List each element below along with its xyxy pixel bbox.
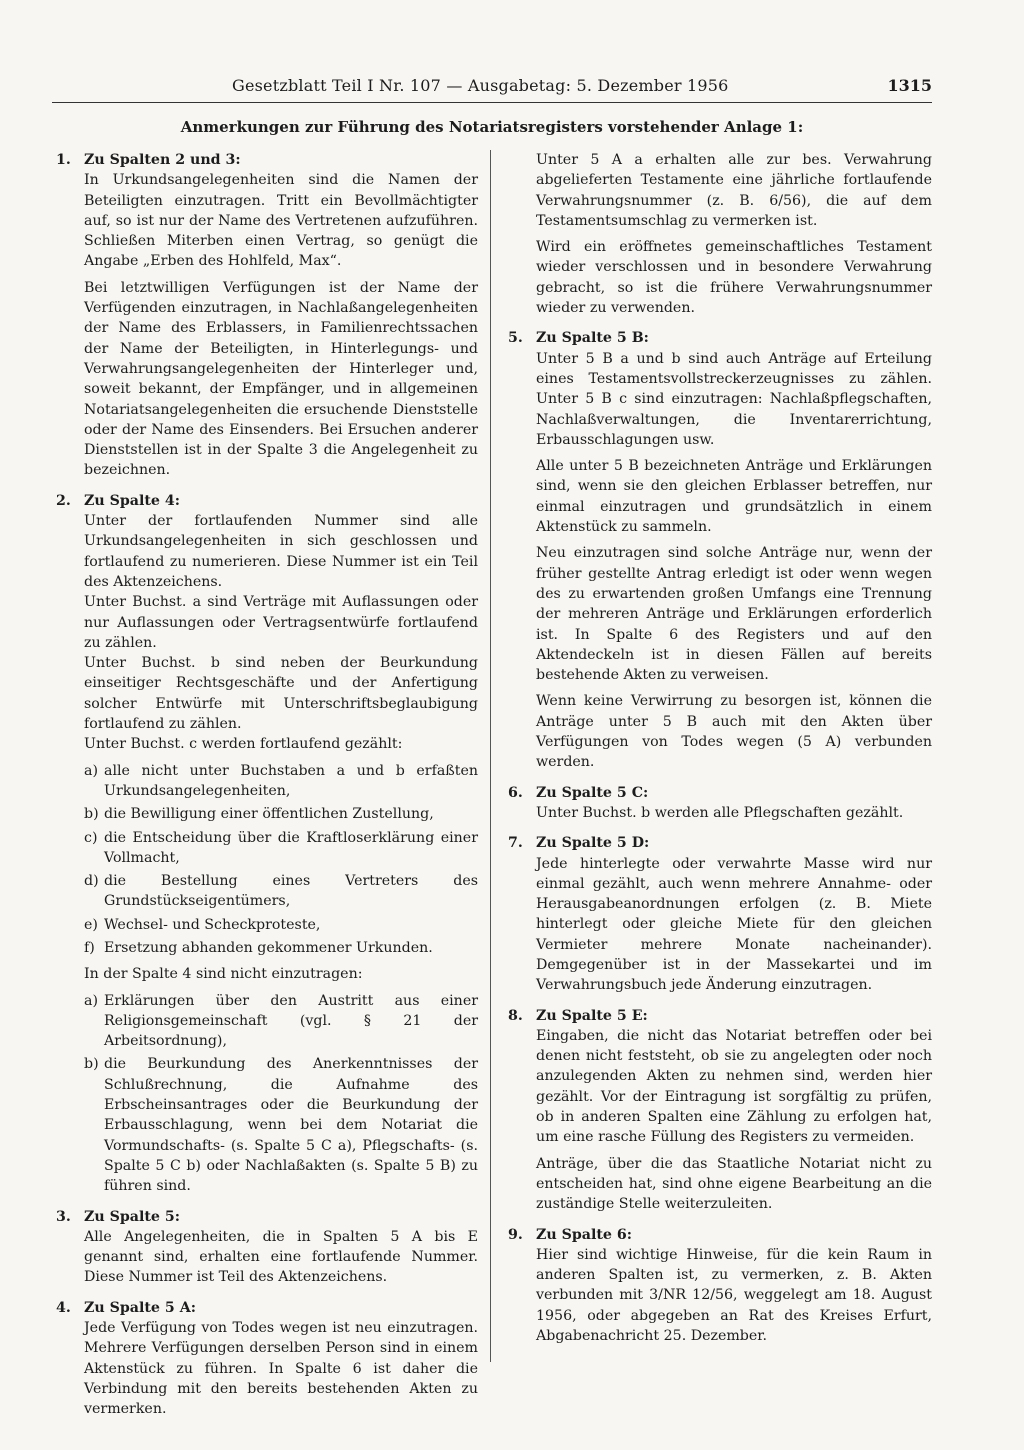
note-item-7	[508, 833, 932, 995]
paragraph: Alle unter 5 B bezeichneten Anträge und Erklärungen sind, wenn sie den gleichen Erblasser betreffen, nur einmal einzutragen und grundsätzlich in einem Aktenstück zu sammeln.	[536, 458, 932, 536]
list-item	[84, 804, 478, 824]
note-heading	[56, 1298, 478, 1318]
paragraph: Unter der fortlaufenden Nummer sind alle Urkundsangelegenheiten in sich geschlossen und fortlaufend zu numerieren. Diese Nummer ist ein Teil des Aktenzeichens.	[84, 513, 478, 590]
section-title: Anmerkungen zur Führung des Notariatsregisters vorstehender Anlage 1:	[180, 118, 804, 136]
list-item-label: f)	[84, 939, 95, 956]
header-title: Gesetzblatt Teil I Nr. 107 — Ausgabetag: 5. Dezember 1956	[232, 76, 729, 95]
note-heading-text: Zu Spalte 5 D:	[536, 835, 650, 852]
list-item	[84, 761, 478, 802]
list-item-text: die Bestellung eines Vertreters des Grundstückseigentümers,	[104, 873, 478, 910]
note-item-4-continued	[508, 150, 932, 318]
paragraph: Eingaben, die nicht das Notariat betreffen oder bei denen nicht feststeht, ob sie zu angelegten oder noch anzulegenden Akten zu nehmen sind, werden hier gezählt. Vor der Eintragung ist sorgfältig zu prüfen, ob in anderen Spalten eine Zählung zu erfolgen hat, um eine rasche Füllung des Registers zu vermeiden.	[536, 1027, 932, 1146]
note-item-8	[508, 1006, 932, 1215]
note-heading	[508, 1225, 932, 1245]
note-heading-text: Zu Spalte 5 E:	[536, 1007, 648, 1024]
note-heading	[56, 1207, 478, 1227]
paragraph: In Urkundsangelegenheiten sind die Namen der Beteiligten einzutragen. Tritt ein Bevollmächtigter auf, so ist nur der Name des Vertretenen aufzuführen. Schließen Miterben einen Vertrag, so genügt die Angabe „Erben des Hohlfeld, Max“.	[84, 172, 478, 270]
paragraph: Anträge, über die das Staatliche Notariat nicht zu entscheiden hat, sind ohne eigene Bearbeitung an die zuständige Stelle weiterzuleiten.	[536, 1155, 932, 1213]
paragraph: In der Spalte 4 sind nicht einzutragen:	[84, 966, 363, 983]
list-item	[84, 871, 478, 912]
note-heading	[56, 150, 478, 170]
page-number: 1315	[887, 76, 932, 95]
note-number: 7.	[508, 835, 523, 852]
note-item-6	[508, 783, 932, 824]
note-heading-text: Zu Spalte 5:	[84, 1208, 180, 1225]
list-item	[84, 915, 478, 935]
list-item-label: b)	[84, 806, 99, 823]
note-number: 8.	[508, 1007, 523, 1024]
note-number: 6.	[508, 784, 523, 801]
list-buchst-c	[84, 761, 478, 959]
paragraph: Wird ein eröffnetes gemeinschaftliches Testament wieder verschlossen und in besondere Verwahrung gebracht, so ist die frühere Verwahrungsnummer wieder zu verwenden.	[536, 239, 932, 317]
note-heading	[508, 783, 932, 803]
list-item-label: b)	[84, 1056, 99, 1073]
list-item-text: alle nicht unter Buchstaben a und b erfaßten Urkundsangelegenheiten,	[104, 762, 478, 799]
list-item	[84, 991, 478, 1052]
list-item-text: die Entscheidung über die Kraftloserklärung einer Vollmacht,	[104, 829, 478, 866]
list-not-entered	[84, 991, 478, 1197]
left-column	[56, 150, 478, 1430]
list-item	[84, 938, 478, 958]
note-heading-text: Zu Spalten 2 und 3:	[84, 152, 241, 168]
list-item-label: d)	[84, 873, 99, 890]
note-item-4	[56, 1298, 478, 1420]
paragraph: Unter Buchst. b werden alle Pflegschaften gezählt.	[536, 804, 904, 821]
list-item	[84, 1054, 478, 1196]
right-column	[508, 150, 932, 1356]
note-item-1	[56, 150, 478, 481]
paragraph: Unter 5 B a und b sind auch Anträge auf Erteilung eines Testamentsvollstreckerzeugnisses zu zählen. Unter 5 B c sind einzutragen: Nachlaßpflegschaften, Nachlaßverwaltungen, die Inventarerrichtung, Erbausschlagungen usw.	[536, 350, 932, 448]
note-number: 4.	[56, 1299, 71, 1316]
note-heading-text: Zu Spalte 6:	[536, 1226, 632, 1243]
note-item-2	[56, 491, 478, 1197]
list-item-text: die Beurkundung des Anerkenntnisses der Schlußrechnung, die Aufnahme des Erbscheinsantrages oder die Beurkundung der Erbausschlagung, wenn bei dem Notariat die Vormundschafts- (s. Spalte 5 C a), Pflegschafts- (s. Spalte 5 C b) oder Nachlaßakten (s. Spalte 5 B) zu führen sind.	[104, 1056, 478, 1195]
paragraph: Wenn keine Verwirrung zu besorgen ist, können die Anträge unter 5 B auch mit den Akten über Verfügungen von Todes wegen (5 A) verbunden werden.	[536, 693, 932, 771]
note-heading	[508, 833, 932, 853]
list-item-label: e)	[84, 916, 98, 933]
note-heading-text: Zu Spalte 4:	[84, 492, 180, 509]
list-item-label: c)	[84, 829, 98, 846]
note-number: 3.	[56, 1208, 71, 1225]
list-item	[84, 828, 478, 869]
list-item-label: a)	[84, 992, 98, 1009]
paragraph: Unter Buchst. c werden fortlaufend gezählt:	[84, 736, 403, 753]
running-header	[52, 72, 932, 103]
paragraph: Jede hinterlegte oder verwahrte Masse wird nur einmal gezählt, auch wenn mehrere Annahme- oder Herausgabeanordnungen erfolgen (z. B. Miete hinterlegt oder gleiche Miete für den gleichen Vermieter mehrere Monate nacheinander). Demgegenüber ist in der Massekartei und im Verwahrungsbuch jede Änderung einzutragen.	[536, 855, 932, 994]
note-heading	[56, 491, 478, 511]
note-number: 5.	[508, 330, 523, 347]
paragraph: Unter 5 A a erhalten alle zur bes. Verwahrung abgelieferten Testamente eine jährliche fortlaufende Verwahrungsnummer (z. B. 6/56), die auf dem Testamentsumschlag zu vermerken ist.	[536, 152, 932, 229]
note-item-5	[508, 328, 932, 772]
list-item-text: Erklärungen über den Austritt aus einer Religionsgemeinschaft (vgl. § 21 der Arbeitsordnung),	[104, 992, 478, 1050]
note-number: 1.	[56, 152, 71, 168]
list-item-text: die Bewilligung einer öffentlichen Zustellung,	[104, 806, 434, 823]
note-heading-text: Zu Spalte 5 A:	[84, 1299, 196, 1316]
paragraph: Unter Buchst. a sind Verträge mit Auflassungen oder nur Auflassungen oder Vertragsentwürfe fortlaufend zu zählen.	[84, 594, 478, 651]
column-divider	[490, 150, 491, 1362]
note-item-9	[508, 1225, 932, 1347]
note-heading	[508, 328, 932, 348]
list-item-text: Wechsel- und Scheckproteste,	[104, 916, 321, 933]
paragraph: Unter Buchst. b sind neben der Beurkundung einseitiger Rechtsgeschäfte und der Anfertigung solcher Entwürfe mit Unterschriftsbeglaubigung fortlaufend zu zählen.	[84, 655, 478, 733]
note-heading	[508, 1006, 932, 1026]
note-number: 9.	[508, 1226, 523, 1243]
paragraph: Jede Verfügung von Todes wegen ist neu einzutragen. Mehrere Verfügungen derselben Person sind in einem Aktenstück zu führen. In Spalte 6 ist daher die Verbindung mit den bereits bestehenden Akten zu vermerken.	[84, 1320, 478, 1418]
note-item-3	[56, 1207, 478, 1288]
list-item-text: Ersetzung abhanden gekommener Urkunden.	[104, 939, 433, 956]
note-number: 2.	[56, 492, 71, 509]
paragraph: Hier sind wichtige Hinweise, für die kein Raum in anderen Spalten ist, zu vermerken, z. B. Akten verbunden mit 3/NR 12/56, weggelegt am 18. August 1956, oder abgegeben an Rat des Kreises Erfurt, Abgabenachricht 25. Dezember.	[536, 1246, 932, 1345]
paragraph: Alle Angelegenheiten, die in Spalten 5 A bis E genannt sind, erhalten eine fortlaufende Nummer. Diese Nummer ist Teil des Aktenzeichens.	[84, 1228, 478, 1286]
note-heading-text: Zu Spalte 5 B:	[536, 330, 649, 347]
paragraph: Bei letztwilligen Verfügungen ist der Name der Verfügenden einzutragen, in Nachlaßangelegenheiten der Name des Erblassers, in Familienrechtssachen der Name der Beteiligten, in Hinterlegungs- und Verwahrungsangelegenheiten der Hinterleger und, soweit bekannt, der Empfänger, und in allgemeinen Notariatsangelegenheiten die ersuchende Dienststelle oder der Name des Einsenders. Bei Ersuchen anderer Dienststellen ist in der Spalte 3 die Angelegenheit zu bezeichnen.	[84, 279, 478, 479]
paragraph: Neu einzutragen sind solche Anträge nur, wenn der früher gestellte Antrag erledigt ist oder wenn wegen des zu erwartenden großen Umfangs eine Trennung der mehreren Anträge und Erklärungen erforderlich ist. In Spalte 6 des Registers und auf den Aktendeckeln ist in diesen Fällen auf bereits bestehende Akten zu verweisen.	[536, 545, 932, 684]
note-heading-text: Zu Spalte 5 C:	[536, 784, 649, 801]
list-item-label: a)	[84, 762, 98, 779]
